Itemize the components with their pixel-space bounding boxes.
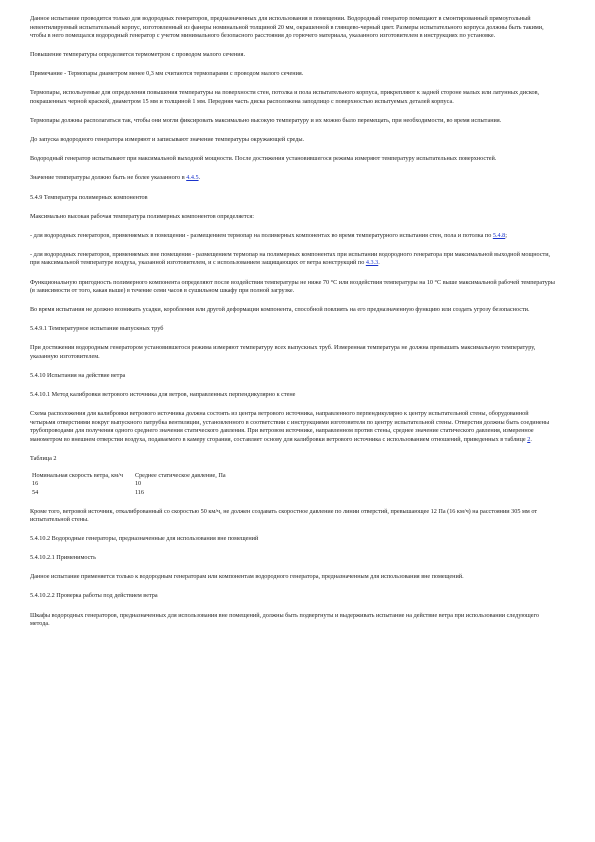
paragraph-end: . (198, 174, 201, 182)
heading-5-4-10-2-1: 5.4.10.2.1 Применимость (30, 554, 96, 562)
paragraph-text: - для водородных генераторов, применяемых в помещении - размещением термопар на полимерных компонентах во время температурного испытания стен, пола и потолка по (30, 231, 493, 239)
heading-5-4-9-1: 5.4.9.1 Температурное испытание выпускных труб (30, 325, 164, 333)
table-header-cell: Среднее статическое давление, Па (134, 471, 226, 479)
paragraph-end: . (378, 259, 380, 267)
paragraph-functional-suitability: Функциональную пригодность полимерного компонента определяют после воздействия температуры не ниже 70 °C или воздействия температуры на 10 °C выше максимальной рабочей температуры (в зависимости от того, какая выше) в течение семи часов в сушильном шкафу при полной загрузке. (30, 278, 555, 295)
paragraph-indoor-polymer (30, 232, 555, 241)
paragraph-text: - для водородных генераторов, применяемых вне помещения - размещением термопар на полимерных компонентах при испытании водородного генератора при максимальной выходной мощности, при максимальной температуре воздуха, указанной изготовителем, и с использованием защищающих от ветра конструкций по (30, 250, 551, 267)
heading-5-4-10-2-2: 5.4.10.2.2 Проверка работы под действием ветра (30, 592, 158, 600)
table-cell: 16 (32, 480, 39, 488)
heading-5-4-10-1: 5.4.10.1 Метод калибровки ветрового источника для ветров, направленных перпендикулярно к стене (30, 391, 296, 399)
paragraph-enclosure-description: Данное испытание проводится только для водородных генераторов, предназначенных для использования в помещении. Водородный генератор помещают в смонтированный прямоугольный невентилируемый испытательный корпус, изготовленный из фанеры номинальной толщиной 20 мм, окрашенной в глянцево-черный цвет. Размеры испытательного корпуса должны быть такими, чтобы в него помещался водородный генератор с учетом минимального безопасного расстояния до горючего материала, указанного изготовителем в инструкциях по установке. (30, 15, 544, 40)
paragraph-outdoor-polymer (30, 251, 555, 268)
heading-5-4-10: 5.4.10 Испытания на действие ветра (30, 372, 126, 380)
table-caption: Таблица 2 (30, 455, 57, 463)
paragraph-calibration-scheme (30, 410, 555, 444)
paragraph-end: ; (505, 231, 507, 239)
paragraph-temperature-limit (30, 174, 555, 183)
wind-pressure-table (32, 472, 238, 498)
paragraph-thermocouple-mounting: Термопары, используемые для определения повышения температуры на поверхности стен, потолка и пола испытательного корпуса, прикрепляют к задней стороне малых или латунных дисков, покрашенных черной краской, диаметром 15 мм и толщиной 1 мм. Передняя часть диска расположена заподлицо с поверхностью испытуемых деталей корпуса. (30, 89, 540, 106)
link-clause-5-4-8[interactable]: 5.4.8 (492, 231, 506, 239)
table-row (32, 480, 238, 489)
heading-5-4-9: 5.4.9 Температура полимерных компонентов (30, 193, 148, 201)
link-table-2[interactable]: 2 (527, 436, 531, 444)
paragraph-text: Схема расположения для калибровки ветрового источника должна состоять из центра ветрового источника, направленного перпендикулярно к центру испытательной стены, оборудованной четырьмя отверстиями вокруг выпускного патрубка вентиляции, установленного в соответствии с инструкциями изготовителя по центру испытательной стены. Отверстия должны быть соединены трубопроводами для получения одного среднего значения статического давления. При ветровом источнике, направленном против стены, среднее значение статического давления, измеренное манометром во внешнем отверстии воздуха, подаваемого в камеру сгорания, составляет основу для калибровки ветрового источника с использованием отношений, приведенных в таблице (30, 410, 550, 444)
paragraph-applicability: Данное испытание применяется только к водородным генераторам или компонентам водородного генератора, предназначенным для использования вне помещений. (30, 573, 464, 581)
paragraph-wind-source-limit: Кроме того, ветровой источник, откалиброванный со скоростью 50 км/ч, не должен создавать скоростное давление по линии отверстий, превышающее 12 Па (16 км/ч) на расстоянии 305 мм от испытательной стены. (30, 507, 538, 524)
paragraph-polymer-intro: Максимально высокая рабочая температура полимерных компонентов определяется: (30, 212, 254, 220)
link-clause-4-3-3[interactable]: 4.3.3 (365, 259, 379, 267)
paragraph-wind-test-method: Шкафы водородных генераторов, предназначенных для использования вне помещений, должны быть подвергнуты и выдерживать испытание на действие ветра при использовании следующего метода. (30, 611, 540, 628)
paragraph-temperature-measurement: Повышение температуры определяется термометром с проводом малого сечения. (30, 51, 245, 59)
table-cell: 116 (134, 488, 144, 496)
paragraph-max-power-test: Водородный генератор испытывают при максимальной выходной мощности. После достижения установившегося режима измеряют температуру испытательных поверхностей. (30, 155, 497, 163)
table-cell: 10 (134, 480, 142, 488)
table-header-cell: Номинальная скорость ветра, км/ч (32, 471, 123, 479)
paragraph-deformation: Во время испытания не должно возникать усадки, коробления или другой деформации компонента, способной повлиять на его предназначенную функцию или создать угрозу безопасности. (30, 306, 530, 314)
heading-5-4-10-2: 5.4.10.2 Водородные генераторы, предназначенные для использования вне помещений (30, 535, 259, 543)
paragraph-ambient-temperature: До запуска водородного генератора измеряют и записывают значение температуры окружающей среды. (30, 136, 305, 144)
paragraph-text: Значение температуры должно быть не более указанного в (30, 174, 187, 182)
link-clause-4-4-5[interactable]: 4.4.5 (186, 174, 199, 182)
paragraph-note-thermocouples: Примечание - Термопары диаметром менее 0,3 мм считаются термопарами с проводом малого сечения. (30, 70, 304, 78)
paragraph-exhaust-pipes: При достижении водородным генератором установившегося режима измеряют температуру всех выпускных труб. Измеренная температура не должна превышать максимальную температуру, указанную изготовителем. (30, 344, 536, 360)
paragraph-thermocouple-placement: Термопары должны располагаться так, чтобы они могли фиксировать максимально высокую температуру и их можно было перемещать, при необходимости, во время испытания. (30, 117, 502, 125)
table-header-row (32, 472, 238, 481)
table-row (32, 489, 238, 498)
table-cell: 54 (32, 488, 39, 496)
paragraph-end: . (530, 436, 532, 444)
